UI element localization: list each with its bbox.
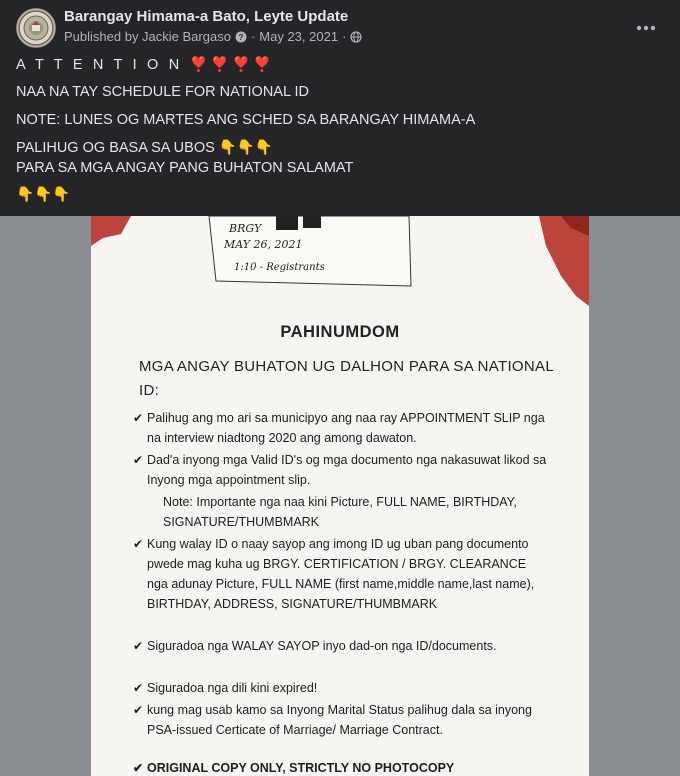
post-line-read: PALIHUG OG BASA SA UBOS 👇👇👇 [16,140,273,156]
document-item: ✔ Palihug ang mo ari sa municipyo ang naa ray APPOINTMENT SLIP nga na interview niadtong 2020 ang among dawaton. [147,408,547,448]
meta-separator: · [250,29,256,44]
post-line-pointers: 👇👇👇 [16,187,71,203]
document-item: ✔ Siguradoa nga dili kini expired! [147,678,547,698]
three-dots-icon [636,25,656,31]
post-date[interactable]: May 23, 2021 [259,29,339,44]
document-item: ✔ Kung walay ID o naay sayop ang imong ID ug uban pang documento pwede mag kuha ug BRGY. CERTIFICATION / BRGY. CLEARANCE nga adunay Picture, FULL NAME (first name,middle name,last name), BIRTHDAY, ADDRESS, SIGNATURE/THUMBMARK [147,534,547,614]
handwritten-date: MAY 26, 2021 [224,238,303,251]
barangay-seal-icon [17,9,55,47]
document-title: PAHINUMDOM [280,323,400,341]
more-options-button[interactable] [628,12,664,44]
document-content [91,216,589,776]
check-icon: ✔ [133,411,144,425]
post-meta [64,29,362,44]
document-item: ✔ ORIGINAL COPY ONLY, STRICTLY NO PHOTOCOPY [147,758,547,776]
document-item: ✔ Siguradoa nga WALAY SAYOP inyo dad-on nga ID/documents. [147,636,547,656]
check-icon: ✔ [133,681,144,695]
handwritten-registrants: 1:10 - Registrants [234,262,325,273]
check-icon: ✔ [133,761,144,775]
document-note: Note: Importante nga naa kini Picture, FULL NAME, BIRTHDAY, SIGNATURE/THUMBMARK [163,495,517,529]
check-icon: ✔ [133,703,144,717]
document-photo [91,216,589,776]
document-heading: MGA ANGAY BUHATON UG DALHON PARA SA NATIONAL ID: [139,358,554,399]
meta-separator-2: · [342,29,347,44]
post-line-schedule: NAA NA TAY SCHEDULE FOR NATIONAL ID [16,84,310,100]
svg-text:?: ? [238,32,244,42]
handwritten-brgy: BRGY [229,222,262,235]
check-icon: ✔ [133,537,144,551]
post-header [0,0,680,56]
check-icon: ✔ [133,453,144,467]
published-by[interactable]: Published by Jackie Bargaso [64,29,231,44]
document-item: ✔ Dad'a inyong mga Valid ID's og mga documento nga nakasuwat likod sa Inyong mga appointment slip. [147,450,547,490]
document-item: ✔ kung mag usab kamo sa Inyong Marital Status palihug dala sa inyong PSA-issued Certicate of Marriage/ Marriage Contract. [147,700,547,740]
question-circle-icon[interactable] [235,31,247,43]
post-line-note: NOTE: LUNES OG MARTES ANG SCHED SA BARANGAY HIMAMA-A [16,112,476,128]
page-avatar[interactable] [16,8,56,48]
globe-icon [350,31,362,43]
post-line-attention: A T T E N T I O N ❣️❣️❣️❣️ [16,57,275,73]
post-line-todo: PARA SA MGA ANGAY PANG BUHATON SALAMAT [16,160,354,176]
check-icon: ✔ [133,639,144,653]
post-photo[interactable] [0,216,680,776]
page-name[interactable]: Barangay Himama-a Bato, Leyte Update [64,8,349,25]
